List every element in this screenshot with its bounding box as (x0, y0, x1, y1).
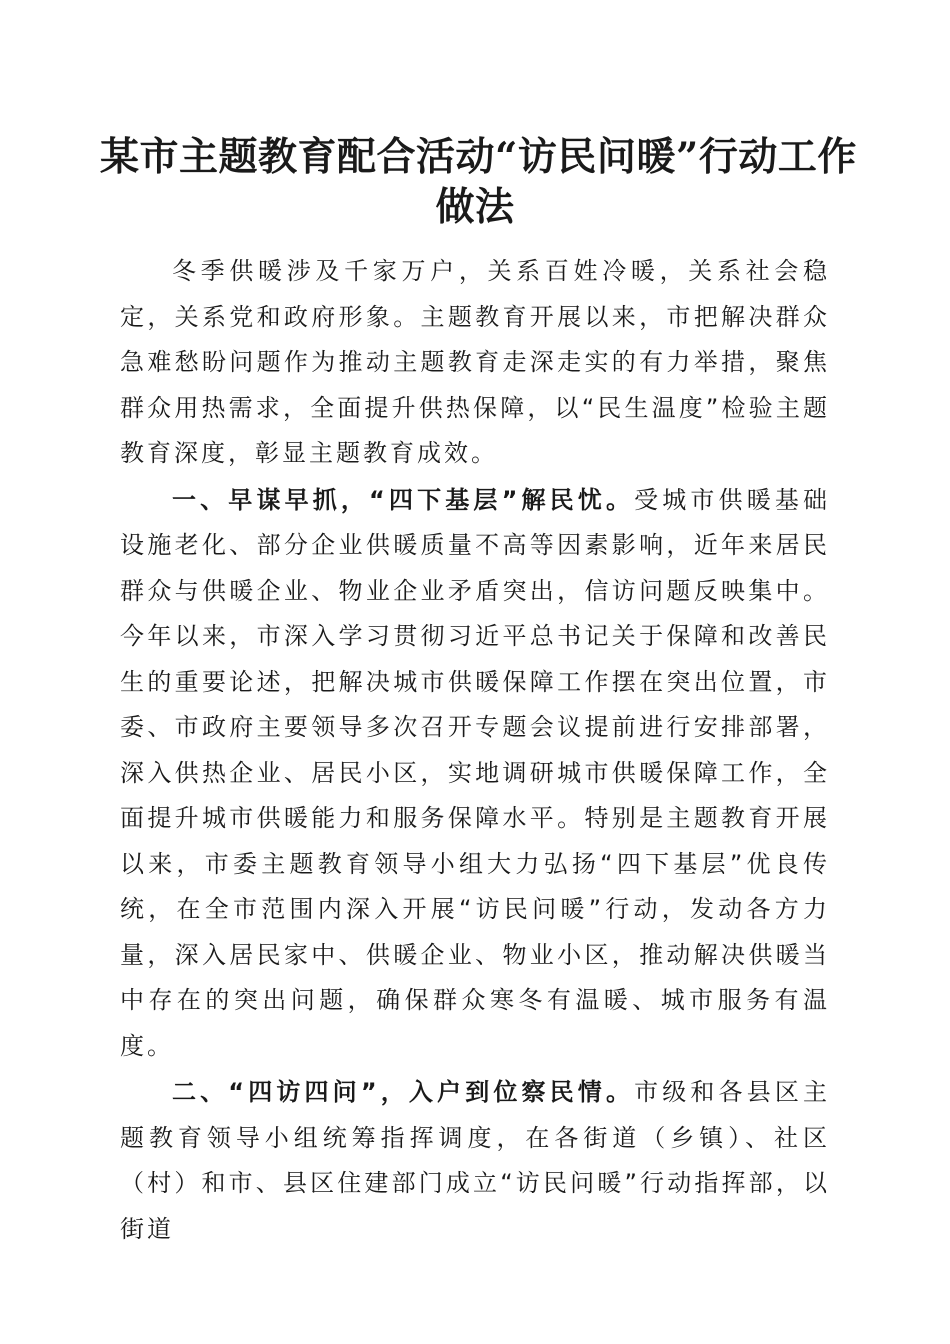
paragraph-section-2 (120, 1070, 830, 1252)
paragraph-section-1 (120, 478, 830, 1070)
document-body (120, 249, 830, 1252)
title-line-1: 某市主题教育配合活动“访民问暖”行动工作 (100, 134, 857, 180)
document-title (100, 132, 857, 232)
paragraph-text: 冬季供暖涉及千家万户，关系百姓冷暖，关系社会稳定，关系党和政府形象。主题教育开展以来，市把解决群众急难愁盼问题作为推动主题教育走深走实的有力举措，聚焦群众用热需求，全面提升供热保障，以“民生温度”检验主题教育深度，彰显主题教育成效。 (120, 257, 830, 467)
section-1-heading: 一、早谋早抓，“四下基层”解民忧。 (172, 485, 635, 514)
section-2-heading: 二、“四访四问”，入户到位察民情。 (172, 1078, 635, 1106)
paragraph-text: 受城市供暖基础设施老化、部分企业供暖质量不高等因素影响，近年来居民群众与供暖企业、物业企业矛盾突出，信访问题反映集中。今年以来，市深入学习贯彻习近平总书记关于保障和改善民生的重要论述，把解决城市供暖保障工作摆在突出位置，市委、市政府主要领导多次召开专题会议提前进行安排部署，深入供热企业、居民小区，实地调研城市供暖保障工作，全面提升城市供暖能力和服务保障水平。特别是主题教育开展以来，市委主题教育领导小组大力弘扬“四下基层”优良传统，在全市范围内深入开展“访民问暖”行动，发动各方力量，深入居民家中、供暖企业、物业小区，推动解决供暖当中存在的突出问题，确保群众寒冬有温暖、城市服务有温度。 (120, 485, 831, 1060)
title-line-2: 做法 (435, 184, 515, 230)
paragraph-intro (120, 249, 830, 477)
paragraph-text: 市级和各县区主题教育领导小组统筹指挥调度，在各街道（乡镇）、社区（村）和市、县区住建部门成立“访民问暖”行动指挥部，以街道 (120, 1078, 831, 1243)
